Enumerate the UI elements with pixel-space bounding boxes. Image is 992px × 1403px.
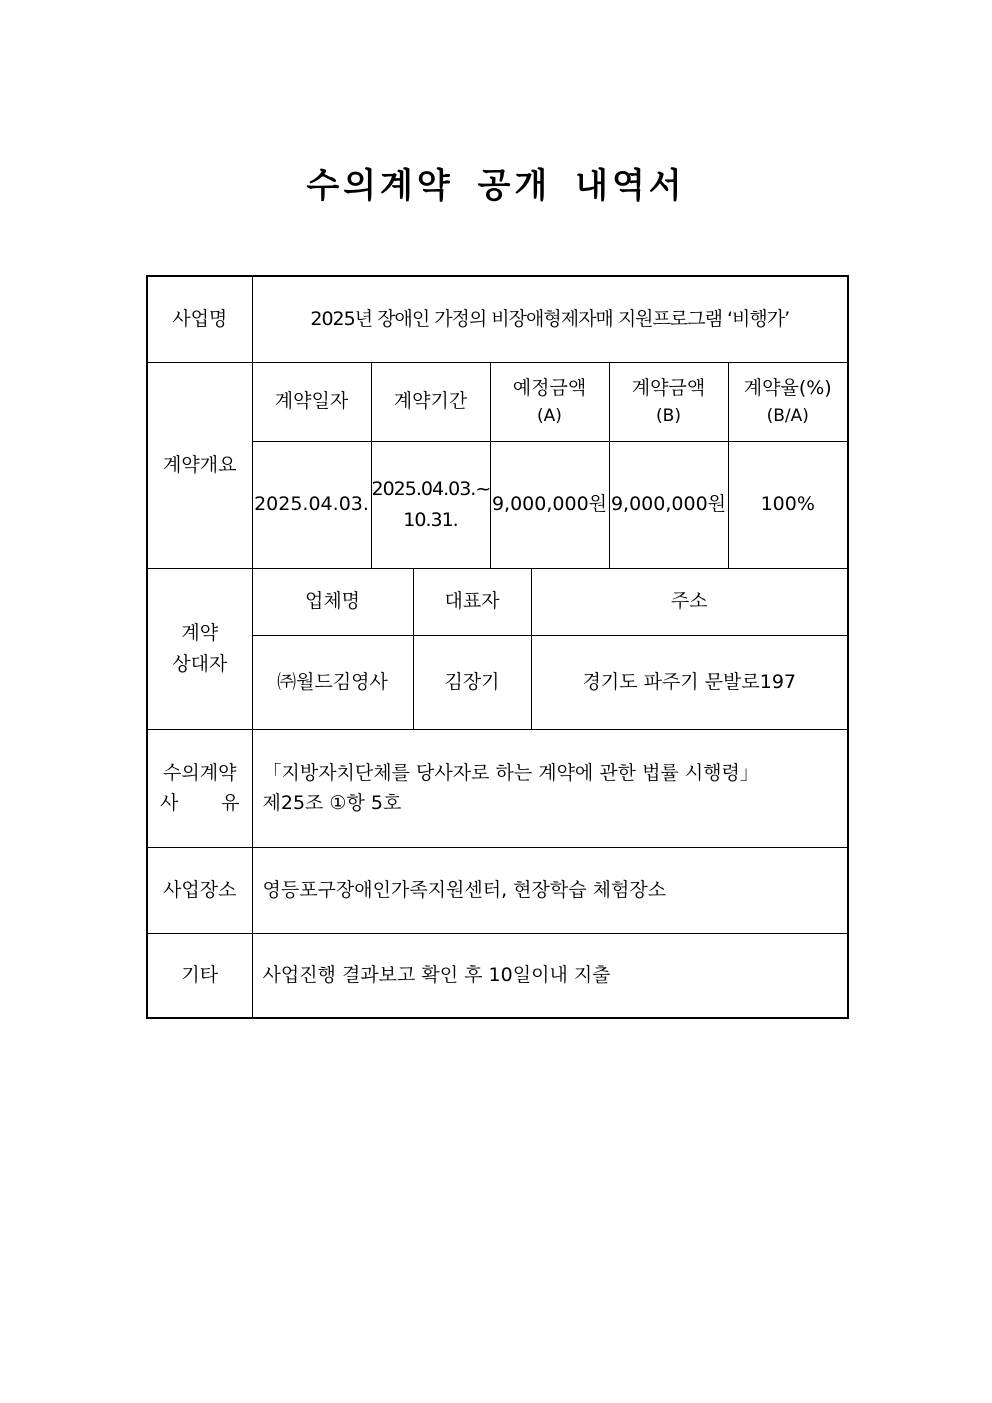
reason-label-char1: 사 [160, 792, 179, 814]
estimated-amount-value: 9,000,000원 [490, 441, 609, 568]
company-name-header: 업체명 [252, 568, 413, 635]
contract-rate-header [728, 362, 848, 441]
etc-value: 사업진행 결과보고 확인 후 10일이내 지출 [252, 933, 848, 1018]
estimated-amount-header [490, 362, 609, 441]
representative-value: 김장기 [413, 635, 531, 729]
business-name-label: 사업명 [147, 276, 252, 362]
address-header: 주소 [531, 568, 848, 635]
location-value: 영등포구장애인가족지원센터, 현장학습 체험장소 [252, 847, 848, 933]
location-row [147, 847, 848, 933]
contract-amount-header [609, 362, 728, 441]
counterparty-label [147, 568, 252, 729]
contract-date-header: 계약일자 [252, 362, 371, 441]
contract-overview-header-row [147, 362, 848, 441]
counterparty-header-row [147, 568, 848, 635]
contract-period-value [371, 441, 490, 568]
representative-header: 대표자 [413, 568, 531, 635]
etc-label: 기타 [147, 933, 252, 1018]
contract-rate-value: 100% [728, 441, 848, 568]
location-label: 사업장소 [147, 847, 252, 933]
company-name-value: ㈜월드김영사 [252, 635, 413, 729]
contract-period-header: 계약기간 [371, 362, 490, 441]
contract-disclosure-table [146, 275, 849, 1019]
contract-rate-header-sub: (B/A) [766, 406, 809, 427]
reason-label-line1: 수의계약 [163, 761, 237, 784]
counterparty-label-line1: 계약 [181, 622, 219, 645]
contract-date-value: 2025.04.03. [252, 441, 371, 568]
contract-period-line1: 2025.04.03.~ [371, 478, 491, 501]
reason-line2: 제25조 ①항 5호 [262, 792, 402, 814]
reason-label-line2 [148, 788, 252, 818]
business-name-value: 2025년 장애인 가정의 비장애형제자매 지원프로그램 ‘비행가’ [252, 276, 848, 362]
contract-overview-value-row [147, 441, 848, 568]
business-name-row [147, 276, 848, 362]
contract-overview-label: 계약개요 [147, 362, 252, 568]
estimated-amount-header-main: 예정금액 [512, 376, 587, 399]
reason-row [147, 729, 848, 847]
counterparty-value-row [147, 635, 848, 729]
contract-rate-header-main: 계약율(%) [743, 376, 832, 399]
estimated-amount-header-sub: (A) [537, 406, 562, 427]
contract-amount-header-main: 계약금액 [631, 376, 706, 399]
contract-amount-value: 9,000,000원 [609, 441, 728, 568]
reason-label-char2: 유 [221, 792, 240, 814]
etc-row [147, 933, 848, 1018]
address-value: 경기도 파주기 문발로197 [531, 635, 848, 729]
contract-period-line2: 10.31. [403, 508, 458, 531]
reason-value [252, 729, 848, 847]
document-title: 수의계약 공개 내역서 [306, 166, 686, 206]
reason-label [147, 729, 252, 847]
contract-amount-header-sub: (B) [656, 406, 681, 427]
counterparty-label-line2: 상대자 [172, 652, 228, 675]
reason-line1: 「지방자치단체를 당사자로 하는 계약에 관한 법률 시행령」 [262, 761, 759, 784]
